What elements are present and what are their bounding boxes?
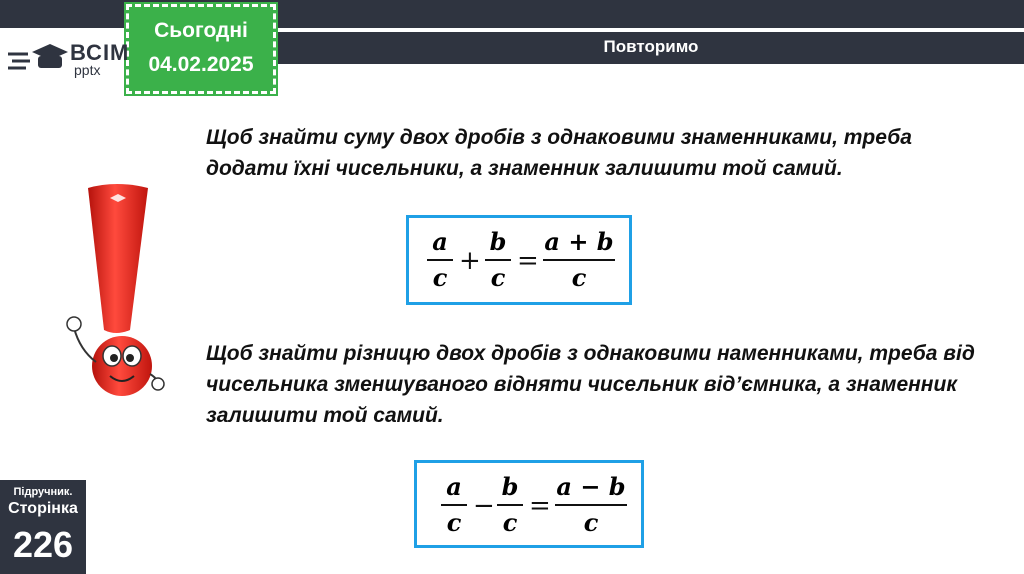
numerator: b: [501, 472, 519, 501]
logo-brand: ВСІМ: [70, 40, 130, 65]
title-underline: [278, 62, 1024, 64]
graduation-cap-icon: [6, 40, 68, 78]
difference-formula-box: [414, 460, 644, 548]
page-number: 226: [12, 524, 74, 565]
logo: [6, 40, 130, 80]
date-label: Сьогодні: [154, 19, 248, 42]
fraction-a-c: [441, 473, 467, 537]
textbook-page-box: [0, 480, 86, 574]
equals-sign: =: [517, 246, 539, 276]
denominator: c: [502, 508, 518, 537]
plus-sign: +: [459, 246, 481, 276]
denominator: c: [432, 263, 448, 292]
date-value: 04.02.2025: [148, 53, 254, 76]
exclamation-mascot-icon: [56, 180, 176, 400]
minus-sign: −: [473, 491, 495, 521]
sum-rule-text: Щоб знайти суму двох дробів з однаковими знаменниками, треба додати їхні чисельники, а знаменник залишити той самий.: [206, 126, 912, 180]
difference-rule-text: Щоб знайти різницю двох дробів з однаковими наменниками, треба від чисельника зменшуваного відняти чисельник від’ємника, а знаменник залишити той самий.: [206, 342, 975, 427]
numerator: a + b: [544, 227, 614, 256]
logo-sub: pptx: [74, 62, 101, 78]
date-badge: [126, 4, 276, 94]
denominator: c: [571, 263, 587, 292]
page-label-textbook: Підручник.: [13, 486, 73, 498]
fraction-b-c: [485, 228, 511, 292]
fraction-result: [543, 228, 615, 292]
fraction-a-c: [427, 228, 453, 292]
numerator: a: [446, 472, 462, 501]
sum-formula-box: [406, 215, 632, 305]
denominator: c: [446, 508, 462, 537]
page-label-page: Сторінка: [8, 500, 78, 517]
denominator: c: [583, 508, 599, 537]
numerator: a − b: [556, 472, 626, 501]
fraction-b-c: [497, 473, 523, 537]
equals-sign: =: [529, 491, 551, 521]
numerator: b: [489, 227, 507, 256]
slide-title: Повторимо: [278, 32, 1024, 62]
denominator: c: [490, 263, 506, 292]
fraction-result: [555, 473, 627, 537]
numerator: a: [432, 227, 448, 256]
